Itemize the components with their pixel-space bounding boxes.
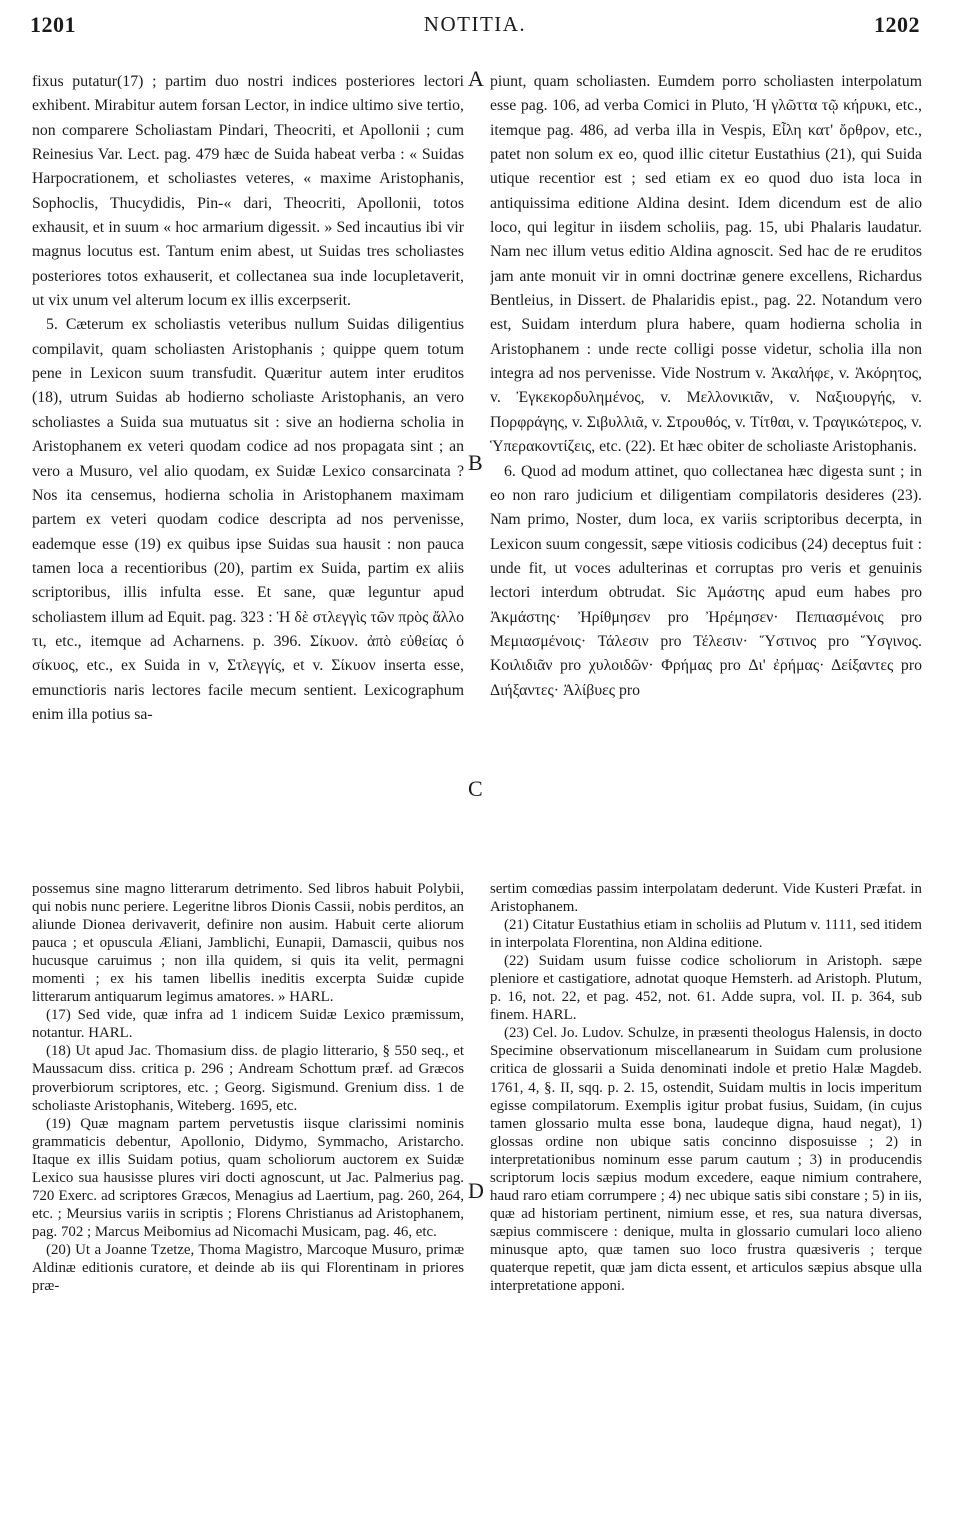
footnote-21: (21) Citatur Eustathius etiam in scholiis ad Plutum v. 1111, sed itidem in interpolata Florentina, non Aldina editione.	[490, 917, 922, 952]
paragraph-5: 5. Cæterum ex scholiastis veteribus nullum Suidas diligentius compilavit, quam scholiasten Aristophanis ; quippe quem totum pene in Lexicon suum transfudit. Quæritur autem inter eruditos (18), utrum Suidas ab hodierno scholiaste Aristophanis, an vero scholiastes a Suida sua mutuatus sit : sive an hodierna scholia in Aristophanem ex veteri quodam codice ad nos propagata sint ; an vero a Musuro, vel alio quodam, ex Suidæ Lexico consarcinata ? Nos ita censemus, hodierna scholia in Aristophanem maximam partem ex veteri quodam codice descripta ad nos pervenisse, eademque esse (19) ex quibus ipse Suidas sua hausit : non pauca tamen loca a recentioribus (20), partim ex Suida, partim ex aliis scriptoribus, illis infulta esse. Et sane, quæ leguntur apud scholiastem illum ad Equit. pag. 323 : Ἡ δὲ στλεγγὶς τῶν πρὸς ἄλλο τι, etc., itemque ad Acharnens. p. 396. Σίκυον. ἀπὸ εὐθείας ὁ σίκυος, etc., ex Suida in v, Στλεγγίς, et v. Σίκυον inserta esse, emunctioris naris lectores facile mecum sentient. Lexicographum enim illa potius sa-	[32, 316, 464, 723]
footnote-18: (18) Ut apud Jac. Thomasium diss. de plagio litterario, § 550 seq., et Maussacum diss. critica p. 296 ; Andream Schottum præf. ad Græcos proverbiorum scriptores, etc. ; Georg. Sigismund. Grenium diss. 1 de scholiaste Aristophanis, Witeberg. 1695, etc.	[32, 1043, 464, 1114]
footnote-20: (20) Ut a Joanne Tzetze, Thoma Magistro, Marcoque Musuro, primæ Aldinæ editionis curatore, et deinde ab iis qui Florentinam in priores præ-	[32, 1241, 464, 1295]
footnote-22: (22) Suidam usum fuisse codice scholiorum in Aristoph. sæpe pleniore et castigatiore, adnotat quoque Hemsterh. ad Aristoph. Plutum, p. 16, not. 22, et pag. 452, not. 61. Adde supra, vol. II. p. 364, sub finem. HARL.	[490, 953, 922, 1024]
running-title: NOTITIA.	[423, 12, 527, 36]
right-main-text	[490, 70, 922, 866]
footnote-continuation: possemus sine magno litterarum detrimento. Sed libros habuit Polybii, qui nobis nunc periere. Legeritne libros Dionis Cassii, nobis perditos, an aliunde Dionea derivaverit, definire non ausim. Habuit certe aliorum pauca ; et opuscula Æliani, Jamblichi, Eunapii, Damascii, quibus nos hucusque caruimus ; non illa quidem, si quis ita velit, permagni momenti ; ex his tamen libellis ineditis excerpta Suidæ cupide litterarum antiquarum legimus amatores. » HARL.	[32, 881, 464, 1006]
footnote-19: (19) Quæ magnam partem pervetustis iisque clarissimi nominis grammaticis debentur, Apollonio, Didymo, Symmacho, Aristarcho. Itaque ex illis Suidam potius, quam scholiorum auctorem ex Suidæ Lexico sua hausisse plures viri docti agnoscunt, ut Jac. Palmerius pag. 720 Exerc. ad scriptores Græcos, Menagius ad Laertium, pag. 260, 264, etc. ; Meursius variis in scriptis ; Florens Christianus ad Aristophanem, pag. 702 ; Marcus Meibomius ad Nicomachi Musicam, pag. 46, etc.	[32, 1115, 464, 1240]
paragraph: fixus putatur(17) ; partim duo nostri indices posteriores lectori exhibent. Mirabitur autem forsan Lector, in indice ultimo sive tertio, non comparere Scholiastam Pindari, Theocriti, et Apollonii ; cum Reinesius Var. Lect. pag. 479 hæc de Suida habeat verba : « Suidas Harpocrationem, et scholiastes veteres, « maxime Aristophanis, Sophoclis, Thucydidis, Pin-« dari, Theocriti, Apollonii, totos exhausit, et in suum « hoc armarium digessit. » Sed incautius ibi vir magnus locutus est. Tantum enim abest, ut Suidas tres scholiastes posteriores totos exhauserit, et collectanea sua inde locupletaverit, ut vix unum vel alterum locum ex illis excerpserit.	[32, 73, 464, 310]
margin-letter-a: A	[468, 66, 484, 91]
paragraph-6: 6. Quod ad modum attinet, quo collectanea hæc digesta sunt ; in eo non raro judicium et diligentiam compilatoris desideres (23). Nam primo, Noster, dum loca, ex variis scriptoribus decerpta, in Lexicon suum congessit, sæpe vitiosis codicibus (24) deceptus fuit : unde fit, ut voces adulterinas et corruptas pro veris et genuinis lectori interdum obtrudat. Sic Ἀμάστης apud eum habes pro Ἀκμάστης· Ἠρίθμησεν pro Ἠρέμησεν· Πεπιασμένοις pro Μεμιασμένοις· Τάλεσιν pro Τέλεσιν· Ὕστινος pro Ὕσγινος. Κοιλιδιᾶν pro χυλοιδῶν· Φρήμας pro Δι' ἐρήμας· Δείξαντες pro Διήξαντες· Ἀλίβυες pro	[490, 462, 922, 699]
left-footnotes	[32, 880, 464, 1520]
margin-letter-b: B	[468, 450, 483, 475]
footnote-17: (17) Sed vide, quæ infra ad 1 indicem Suidæ Lexico præmissum, notantur. HARL.	[32, 1007, 464, 1042]
footnote-continuation: sertim comœdias passim interpolatam dederunt. Vide Kusteri Præfat. in Aristophanem.	[490, 881, 922, 916]
margin-letter-c: C	[468, 776, 483, 801]
left-main-text	[32, 70, 464, 866]
margin-letter-d: D	[468, 1178, 484, 1203]
paragraph: piunt, quam scholiasten. Eumdem porro scholiasten interpolatum esse pag. 106, ad verba Comici in Pluto, Ἡ γλῶττα τῷ κήρυκι, etc., itemque pag. 486, ad verba illa in Vespis, Εἶλη κατ' ὄρθρον, etc., patet non solum ex eo, quod illic citetur Eustathius (21), qui Suida utique recentior est ; sed etiam ex eo quod duo ista loca in antiquissima editione Aldina desint. Idem dicendum est de alio loco, qui legitur in iisdem scholiis, pag. 15, ubi Phalaris laudatur. Nam nec illum vetus editio Aldina agnoscit. Sed hac de re eruditos jam ante monuit vir in omni doctrinæ genere excellens, Richardus Bentleius, in Dissert. de Phalaridis epist., pag. 22. Notandum vero est, Suidam interdum plura habere, quam hodierna scholia in Aristophanem : unde recte colligi posse videtur, scholia illa non integra ad nos pervenisse. Vide Nostrum v. Ἀκαλήφε, v. Ἀκόρητος, v. Ἐγκεκορδυλημένος, v. Μελλονικιᾶν, v. Ναξιουργής, v. Πορφράγης, v. Σιβυλλιᾶ, v. Στρουθός, v. Τίτθαι, v. Τραγικώτερος, v. Ὑπερακοντίζεις, etc. (22). Et hæc obiter de scholiaste Aristophanis.	[490, 73, 922, 456]
footnote-23: (23) Cel. Jo. Ludov. Schulze, in præsenti theologus Halensis, in docto Specimine observationum miscellanearum in Suidam cum prolusione critica de glossarii a Suida denominati indole et pretio Halæ Magdeb. 1761, 4, §. II, sqq. p. 2. 15, ostendit, Suidam multis in locis imperitum egisse compilatorum. Exemplis igitur probat fusius, Suidam, (in cujus tamen glossario multa esse bona, laudeque digna, haud negat), 1) glossas ordine non ubique satis concinno disposuisse ; 2) in interpretationibus nominum esse parum cautum ; 3) in producendis scriptorum locis sæpius modum excedere, eaque nimium contrahere, haud raro etiam corrumpere ; 4) nec ubique satis sibi constare ; 5) in iis, quæ ad historiam pertinent, nimium esse, et res, sua natura diversas, sæpius commiscere : denique, multa in glossario cumulari loco alieno minusque apto, quæ tamen suo loco frustra quæsiveris ; terque quaterque repetit, quæ jam dicta essent, et articulos sæpius absque ulla interpretatione apponi.	[490, 1025, 922, 1295]
right-footnotes	[490, 880, 922, 1520]
page-number-right: 1202	[874, 12, 920, 37]
running-header	[30, 12, 920, 42]
page-number-left: 1201	[30, 12, 76, 37]
